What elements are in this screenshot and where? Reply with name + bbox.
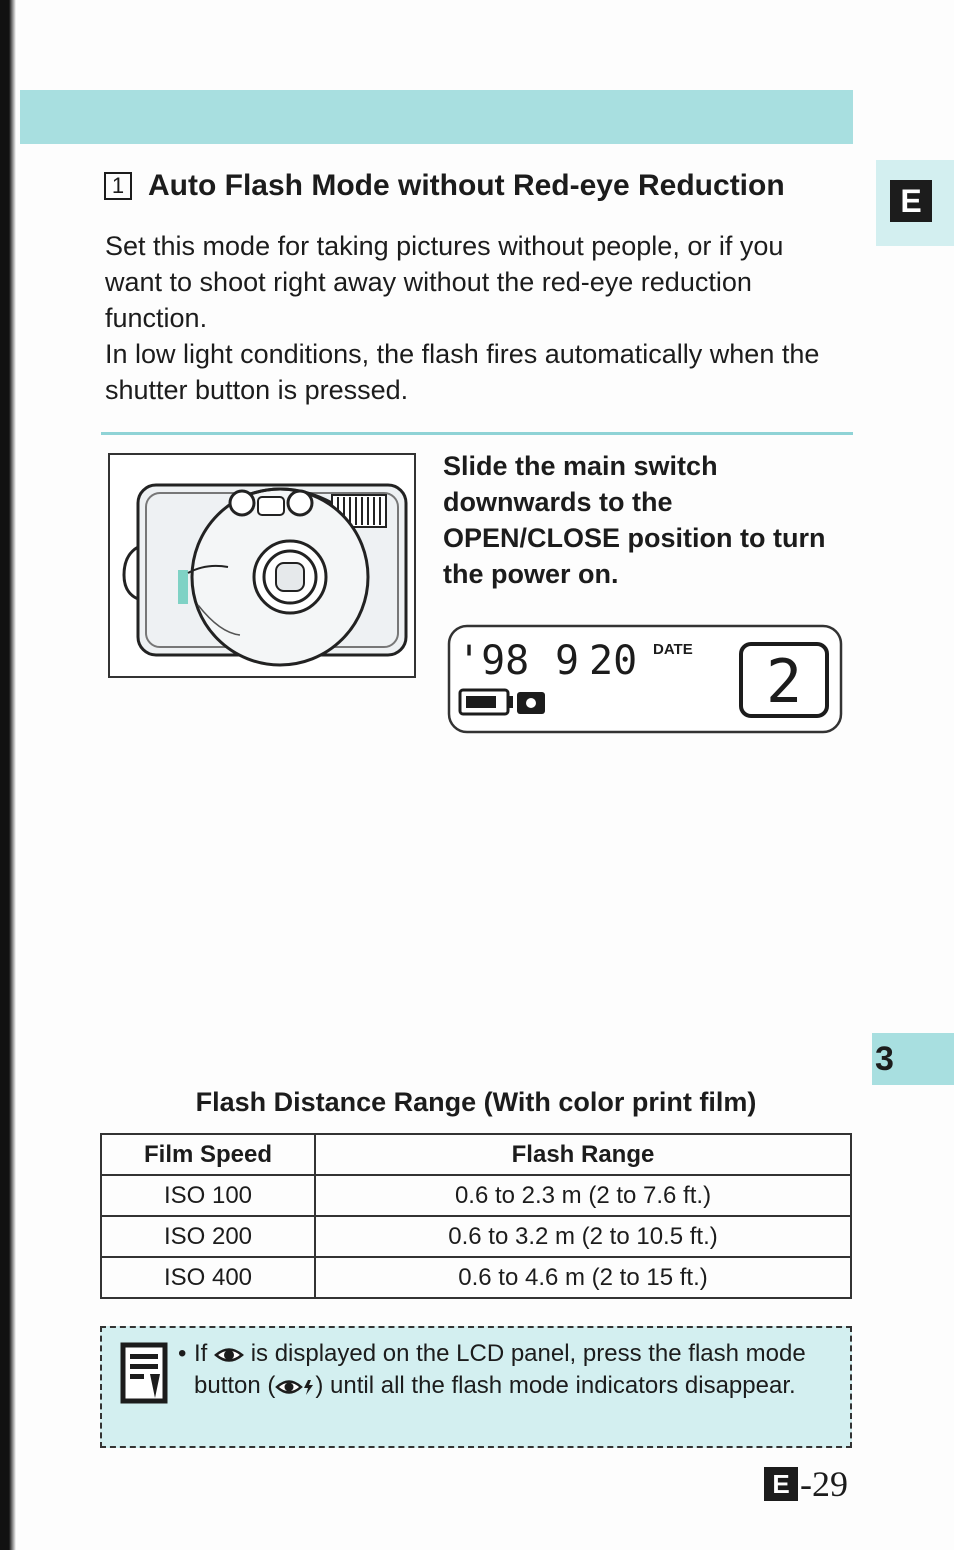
lcd-year: '98 (457, 638, 530, 684)
note-box (100, 1326, 852, 1448)
table-row (101, 1175, 851, 1216)
battery-icon (460, 690, 545, 714)
camera-illustration (108, 453, 416, 678)
chapter-tab: 3 (872, 1033, 954, 1085)
heading-number: 1 (104, 172, 132, 200)
page-number-value: -29 (800, 1464, 848, 1504)
flash-mode-icon (275, 1378, 315, 1396)
flash-range-cell: 0.6 to 4.6 m (2 to 15 ft.) (315, 1257, 851, 1298)
header-film-speed: Film Speed (101, 1134, 315, 1175)
note-text (178, 1338, 834, 1402)
red-eye-icon (214, 1346, 244, 1364)
divider (101, 432, 853, 435)
section-tab (876, 160, 954, 246)
step-instruction: Slide the main switch downwards to the OPEN/CLOSE position to turn the power on. (443, 451, 826, 589)
intro-text (105, 228, 845, 408)
page-number (764, 1464, 848, 1504)
lcd-day: 20 (589, 638, 638, 684)
page-spine (0, 0, 16, 1550)
section-heading (104, 166, 864, 206)
intro-paragraph-1: Set this mode for taking pictures without people, or if you want to shoot right away without the red-eye reduction function. (105, 231, 784, 333)
heading-title: Auto Flash Mode without Red-eye Reduction (148, 169, 785, 202)
table-header-row (101, 1134, 851, 1175)
table-row (101, 1216, 851, 1257)
note-bullet: • (178, 1340, 187, 1367)
flash-range-table (100, 1133, 852, 1299)
film-speed-cell: ISO 400 (101, 1257, 315, 1298)
lcd-panel (447, 624, 843, 734)
camera-icon (110, 455, 414, 676)
page-prefix: E (764, 1467, 798, 1501)
table-row (101, 1257, 851, 1298)
film-speed-cell: ISO 200 (101, 1216, 315, 1257)
memo-icon (120, 1342, 168, 1404)
flash-range-cell: 0.6 to 2.3 m (2 to 7.6 ft.) (315, 1175, 851, 1216)
flash-range-cell: 0.6 to 3.2 m (2 to 10.5 ft.) (315, 1216, 851, 1257)
section-tab-label: E (890, 180, 932, 222)
lcd-counter: 2 (765, 647, 803, 717)
header-flash-range: Flash Range (315, 1134, 851, 1175)
intro-paragraph-2: In low light conditions, the flash fires automatically when the shutter button is pressed. (105, 339, 820, 405)
lcd-date-label: DATE (653, 641, 693, 658)
note-part-1: If (194, 1340, 208, 1367)
note-part-2: is displayed on the LCD panel, press the flash mode button ( (194, 1340, 806, 1399)
header-band (20, 90, 853, 144)
table-title: Flash Distance Range (With color print film) (195, 1087, 757, 1117)
note-part-3: ) until all the flash mode indicators disappear. (315, 1372, 796, 1399)
lcd-month: 9 (555, 638, 580, 684)
film-speed-cell: ISO 100 (101, 1175, 315, 1216)
